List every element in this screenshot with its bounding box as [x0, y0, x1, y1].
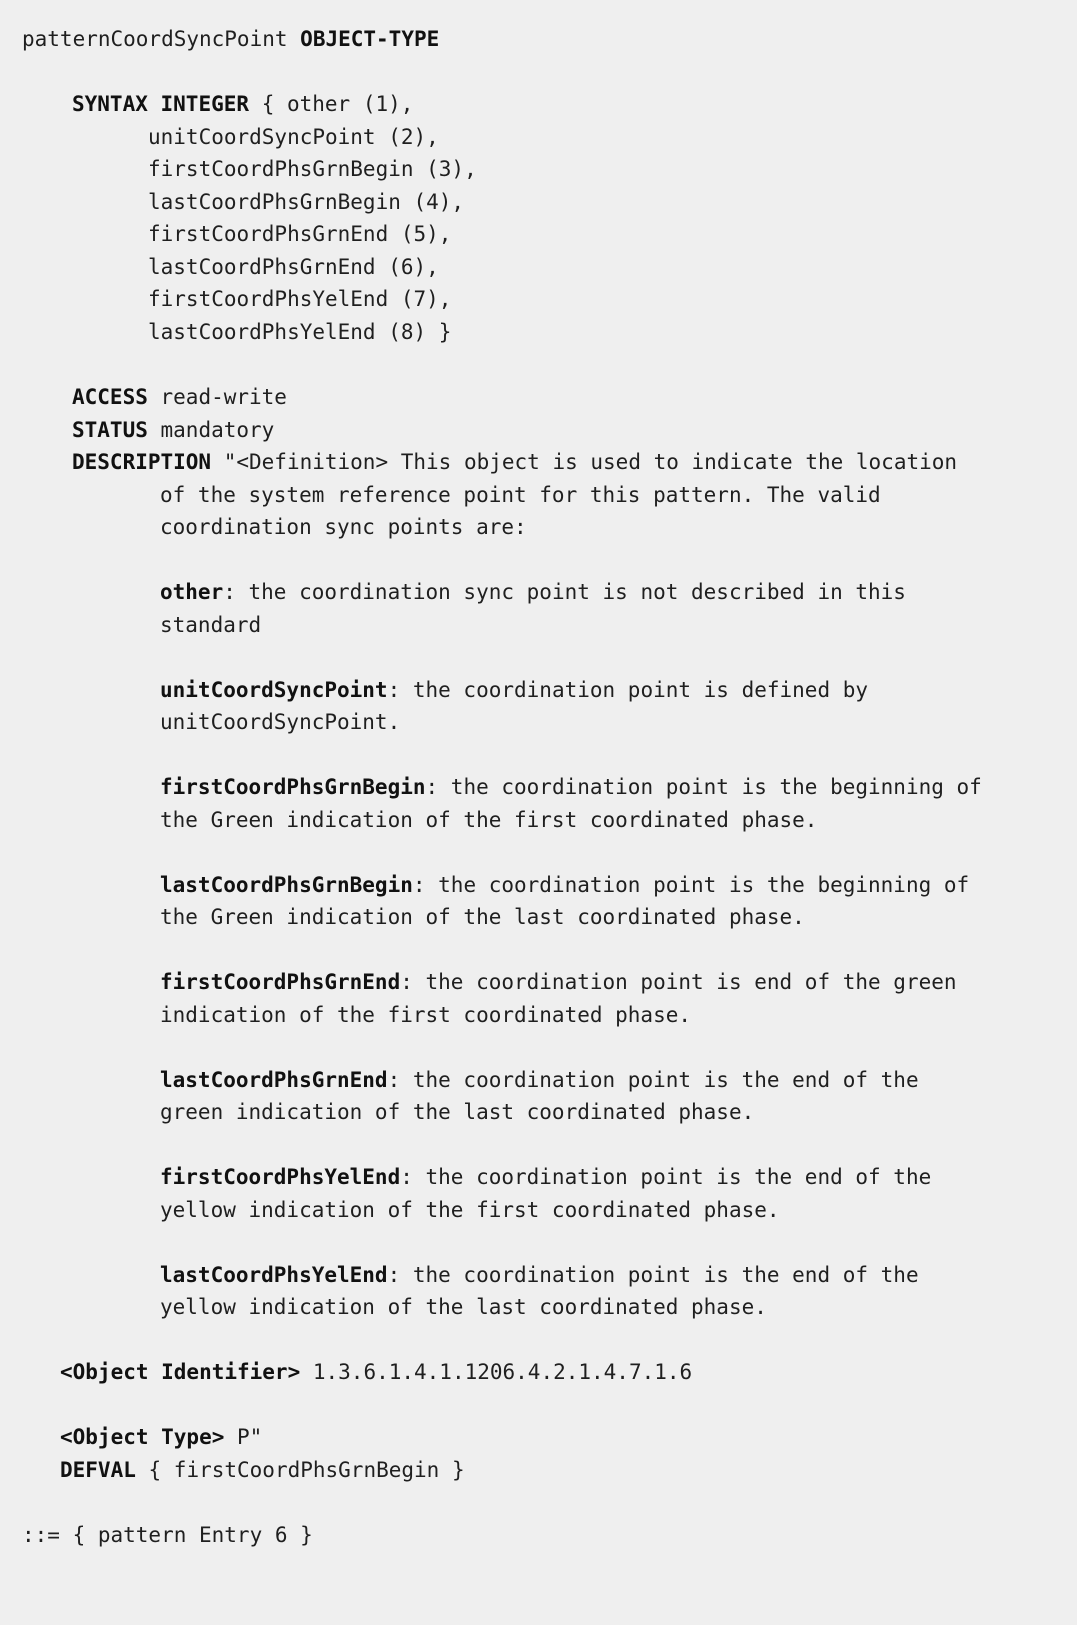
definition-text: : the coordination point is the beginning of — [425, 775, 982, 799]
object-identifier-keyword: <Object Identifier> — [60, 1360, 301, 1384]
access-keyword: ACCESS — [72, 385, 148, 409]
access-value: read-write — [160, 385, 287, 409]
definition-item — [160, 1160, 931, 1194]
integer-keyword: INTEGER — [160, 92, 250, 116]
object-type-value: P" — [237, 1425, 263, 1449]
defval-keyword: DEFVAL — [60, 1458, 136, 1482]
definition-text: the Green indication of the first coordinated phase. — [160, 808, 818, 832]
definition-item — [160, 770, 982, 804]
definition-term: unitCoordSyncPoint — [160, 678, 388, 702]
object-type-label: <Object Type> — [60, 1425, 225, 1449]
definition-item — [160, 1258, 919, 1292]
definition-text: : the coordination sync point is not described in this — [223, 580, 906, 604]
definition-text: : the coordination point is the end of the — [400, 1165, 932, 1189]
defval-line — [60, 1453, 465, 1487]
definition-text: : the coordination point is the end of the — [387, 1263, 919, 1287]
syntax-enum-line: firstCoordPhsGrnBegin (3), — [148, 157, 477, 181]
definition-text: green indication of the last coordinated phase. — [160, 1100, 755, 1124]
definition-term: lastCoordPhsGrnEnd — [160, 1068, 388, 1092]
object-type-line — [60, 1420, 262, 1454]
definition-text: : the coordination point is the end of the — [387, 1068, 919, 1092]
definition-item — [160, 673, 868, 707]
syntax-enum-line: lastCoordPhsGrnEnd (6), — [148, 255, 439, 279]
oid-assignment: ::= { pattern Entry 6 } — [22, 1523, 313, 1547]
definition-text: indication of the first coordinated phase. — [160, 1003, 692, 1027]
syntax-enum-line: { other (1), — [261, 92, 414, 116]
definition-text: unitCoordSyncPoint. — [160, 710, 401, 734]
description-line — [72, 445, 957, 479]
definition-text: : the coordination point is defined by — [387, 678, 869, 702]
object-identifier-line — [60, 1355, 692, 1389]
definition-text: the Green indication of the last coordinated phase. — [160, 905, 805, 929]
syntax-enum-line: unitCoordSyncPoint (2), — [148, 125, 439, 149]
status-value: mandatory — [160, 418, 275, 442]
definition-item — [160, 868, 969, 902]
status-line — [72, 413, 274, 447]
description-text: "<Definition> This object is used to indicate the location — [223, 450, 958, 474]
definition-term: lastCoordPhsYelEnd — [160, 1263, 388, 1287]
definition-text: : the coordination point is the beginning of — [412, 873, 970, 897]
access-line — [72, 380, 287, 414]
object-name: patternCoordSyncPoint — [22, 27, 288, 51]
definition-item — [160, 1063, 919, 1097]
syntax-keyword: SYNTAX — [72, 92, 148, 116]
defval-value: { firstCoordPhsGrnBegin } — [148, 1458, 465, 1482]
object-type-keyword: OBJECT-TYPE — [300, 27, 440, 51]
syntax-enum-line: firstCoordPhsGrnEnd (5), — [148, 222, 452, 246]
definition-term: lastCoordPhsGrnBegin — [160, 873, 413, 897]
description-text: of the system reference point for this pattern. The valid — [160, 483, 881, 507]
definition-text: : the coordination point is end of the green — [400, 970, 957, 994]
object-identifier-value: 1.3.6.1.4.1.1206.4.2.1.4.7.1.6 — [312, 1360, 693, 1384]
object-header — [22, 22, 439, 56]
status-keyword: STATUS — [72, 418, 148, 442]
definition-item — [160, 965, 957, 999]
syntax-enum-line: firstCoordPhsYelEnd (7), — [148, 287, 452, 311]
definition-text: standard — [160, 613, 262, 637]
definition-text: yellow indication of the first coordinated phase. — [160, 1198, 780, 1222]
definition-term: firstCoordPhsGrnEnd — [160, 970, 401, 994]
definition-text: yellow indication of the last coordinated phase. — [160, 1295, 767, 1319]
definition-term: other — [160, 580, 224, 604]
syntax-line — [72, 87, 413, 121]
description-keyword: DESCRIPTION — [72, 450, 212, 474]
description-text: coordination sync points are: — [160, 515, 527, 539]
definition-term: firstCoordPhsGrnBegin — [160, 775, 426, 799]
syntax-enum-line: lastCoordPhsYelEnd (8) } — [148, 320, 452, 344]
definition-item — [160, 575, 906, 609]
syntax-enum-line: lastCoordPhsGrnBegin (4), — [148, 190, 465, 214]
definition-term: firstCoordPhsYelEnd — [160, 1165, 401, 1189]
